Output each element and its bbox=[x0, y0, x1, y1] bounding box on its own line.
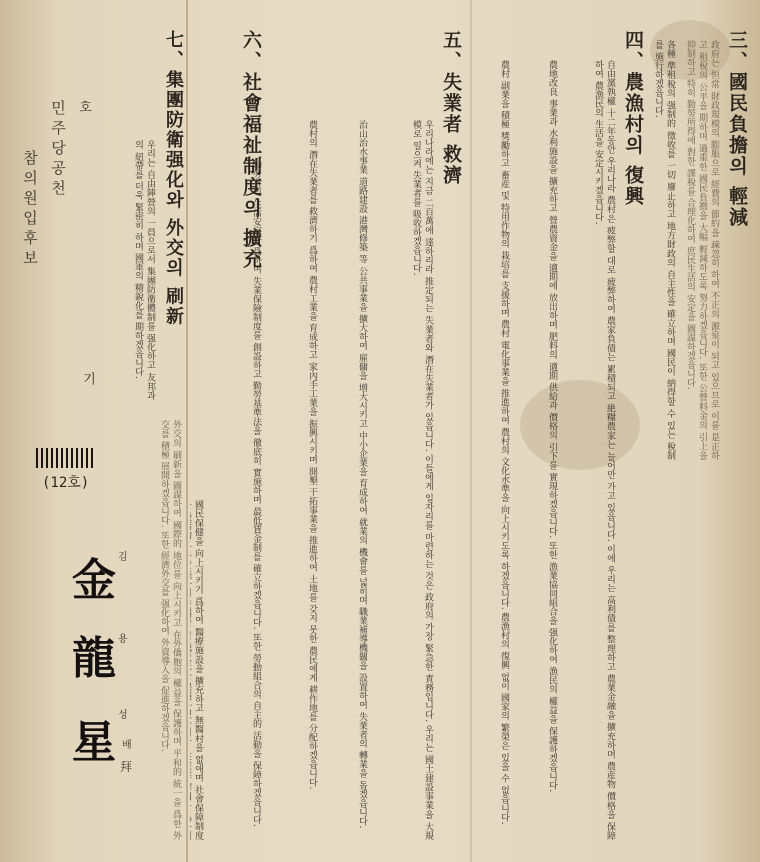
name-char-3: 星 bbox=[72, 717, 116, 768]
section-6-title: 社會福祉制度의 擴充 bbox=[240, 72, 262, 270]
section-7-body: 우리는 自由陣營의 一員으로서 集團防衛體制를 强化하고 友邦과의 紐帶를 더욱 緊密히 하며 國軍의 精銳化를 期하겠읍니다. bbox=[133, 140, 155, 400]
section-7-number: 七 bbox=[163, 30, 184, 50]
section-3-body-2: 各種 準租稅의 强制的 徵收를 一切 廢止하고 地方財政의 自主性을 確立하며 國民이 納得할 수 있는 稅制를 施行하겠읍니다. bbox=[653, 40, 675, 460]
section-3-body: 政府는 恒常 財政規模의 膨脹으로 經費의 節約을 疎忽히 하여 不正의 源泉이 되고 있으므로 이를 是正하고 租稅의 公平을 期하며 過重한 國民負擔을 大幅 輕減하도록 努力하겠읍니다. 또한 公營料金의 引上을 抑制하고 特히 勤勞所得에 對한 課稅를 合理化하여 庶民生活의 安定을 圖謀하겠읍니다. bbox=[685, 40, 719, 460]
section-6-body-2: 國民保健을 向上시키기 爲하여 醫療施設을 擴充하고 無醫村을 없애며 社會保障制度 bbox=[193, 500, 203, 840]
name-char-1: 金 bbox=[72, 555, 116, 606]
section-5-body-2: 治山治水事業 道路建設 港灣修築 等 公共事業을 擴大하여 雇傭을 增大시키고 中小企業을 育成하여 就業의 機會를 넓히며 職業補導機關을 設置하여 失業者의 轉業을 돕겠읍니다. bbox=[357, 120, 367, 829]
party-name: 민주당공천 bbox=[49, 100, 67, 200]
section-4-number: 四 bbox=[622, 30, 644, 51]
section-3-number: 三 bbox=[726, 30, 748, 51]
name-gloss-3: 성 bbox=[118, 710, 128, 721]
candidate-number-bars bbox=[36, 448, 93, 468]
section-3-title: 國民負擔의 輕減 bbox=[726, 72, 748, 228]
section-4-body-3: 農村 副業을 積極 獎勵하고 畜産 및 特用作物의 栽培를 支援하며 農村 電化事業을 推進하여 農村의 文化水準을 向上시키도록 하겠읍니다. 農漁村의 復興 없이 國家의 繁榮은 있을 수 없읍니다. bbox=[499, 60, 509, 825]
section-5-title: 失業者 救濟 bbox=[440, 72, 462, 186]
candidate-type: 참의원입후보 bbox=[21, 150, 39, 270]
section-7-heading: 七、集團防衛强化와 外交의 刷新 bbox=[163, 30, 184, 327]
ho-label: 호 bbox=[76, 100, 91, 113]
section-6-heading: 六、社會福祉制度의 擴充 bbox=[240, 30, 262, 270]
bae-hanja: 拜 bbox=[120, 760, 133, 774]
gi-label: 기 bbox=[80, 372, 95, 385]
name-gloss-1: 김 bbox=[118, 552, 128, 563]
bae-label: 배 bbox=[122, 740, 132, 751]
name-char-2: 龍 bbox=[72, 633, 116, 684]
name-gloss-2: 용 bbox=[118, 634, 128, 645]
section-5-number: 五 bbox=[440, 30, 462, 51]
section-6-body: 勤勞者의 生活安定을 爲하여 失業保險制度를 創設하고 勤勞基準法을 徹底히 實施하며 最低賃金制를 確立하겠읍니다. 또한 勞動組合의 自主的 活動을 保障하겠읍니다. bbox=[251, 160, 261, 827]
section-5-body-3: 農村의 潛在失業者를 救濟하기 爲하여 農村工業을 育成하고 家內手工業을 振興시키며 開墾 干拓事業을 推進하여 土地를 갖지 못한 農民에게 耕作地를 分配하겠읍니다. bbox=[307, 120, 317, 790]
section-5-body: 우리나라에는 지금 二百萬에 達하리라 推定되는 失業者와 潛在失業者가 있읍니다. 이들에게 일자리를 마련하는 것은 政府의 가장 緊急한 責務입니다. 우리는 國土建設事業을 大規模로 일으켜 失業者를 吸收하겠읍니다. bbox=[411, 120, 433, 840]
section-5-heading: 五、失業者 救濟 bbox=[440, 30, 462, 186]
section-4-body-2: 農地改良 事業과 水利施設을 擴充하고 營農資金을 適期에 放出하며 肥料의 適期 供給과 價格의 引下를 實現하겠읍니다. 또한 漁業協同組合을 强化하여 漁民의 權益을 保護하겠읍니다. bbox=[547, 60, 557, 793]
section-4-heading: 四、農漁村의 復興 bbox=[622, 30, 644, 207]
candidate-number: (12호) bbox=[42, 475, 90, 491]
section-7-title: 集團防衛强化와 外交의 刷新 bbox=[163, 70, 184, 327]
section-4-body: 自由黨執權 十二年동안 우리나라 農村은 疲弊할 대로 疲弊하여 農家負債는 累積되고 絶糧農家는 늘어만 가고 있읍니다. 이에 우리는 高利債를 整理하고 農業金融을 擴充하며 農産物 價格을 保障하여 農漁民의 生活을 安定시키겠읍니다. bbox=[593, 60, 615, 840]
section-7-body-2: 外交의 刷新을 圖謀하여 國際的 地位를 向上시키고 在外僑胞의 權益을 保護하며 平和的 統一을 爲한 外交를 積極 展開하겠읍니다. 또한 經濟外交를 强化하여 外資導入을 促進하겠읍니다. bbox=[159, 420, 181, 840]
section-3-heading: 三、國民負擔의 輕減 bbox=[726, 30, 748, 228]
fold-line bbox=[470, 0, 472, 862]
section-6-number: 六 bbox=[240, 30, 262, 51]
section-4-title: 農漁村의 復興 bbox=[622, 72, 644, 207]
fold-line bbox=[186, 0, 188, 862]
